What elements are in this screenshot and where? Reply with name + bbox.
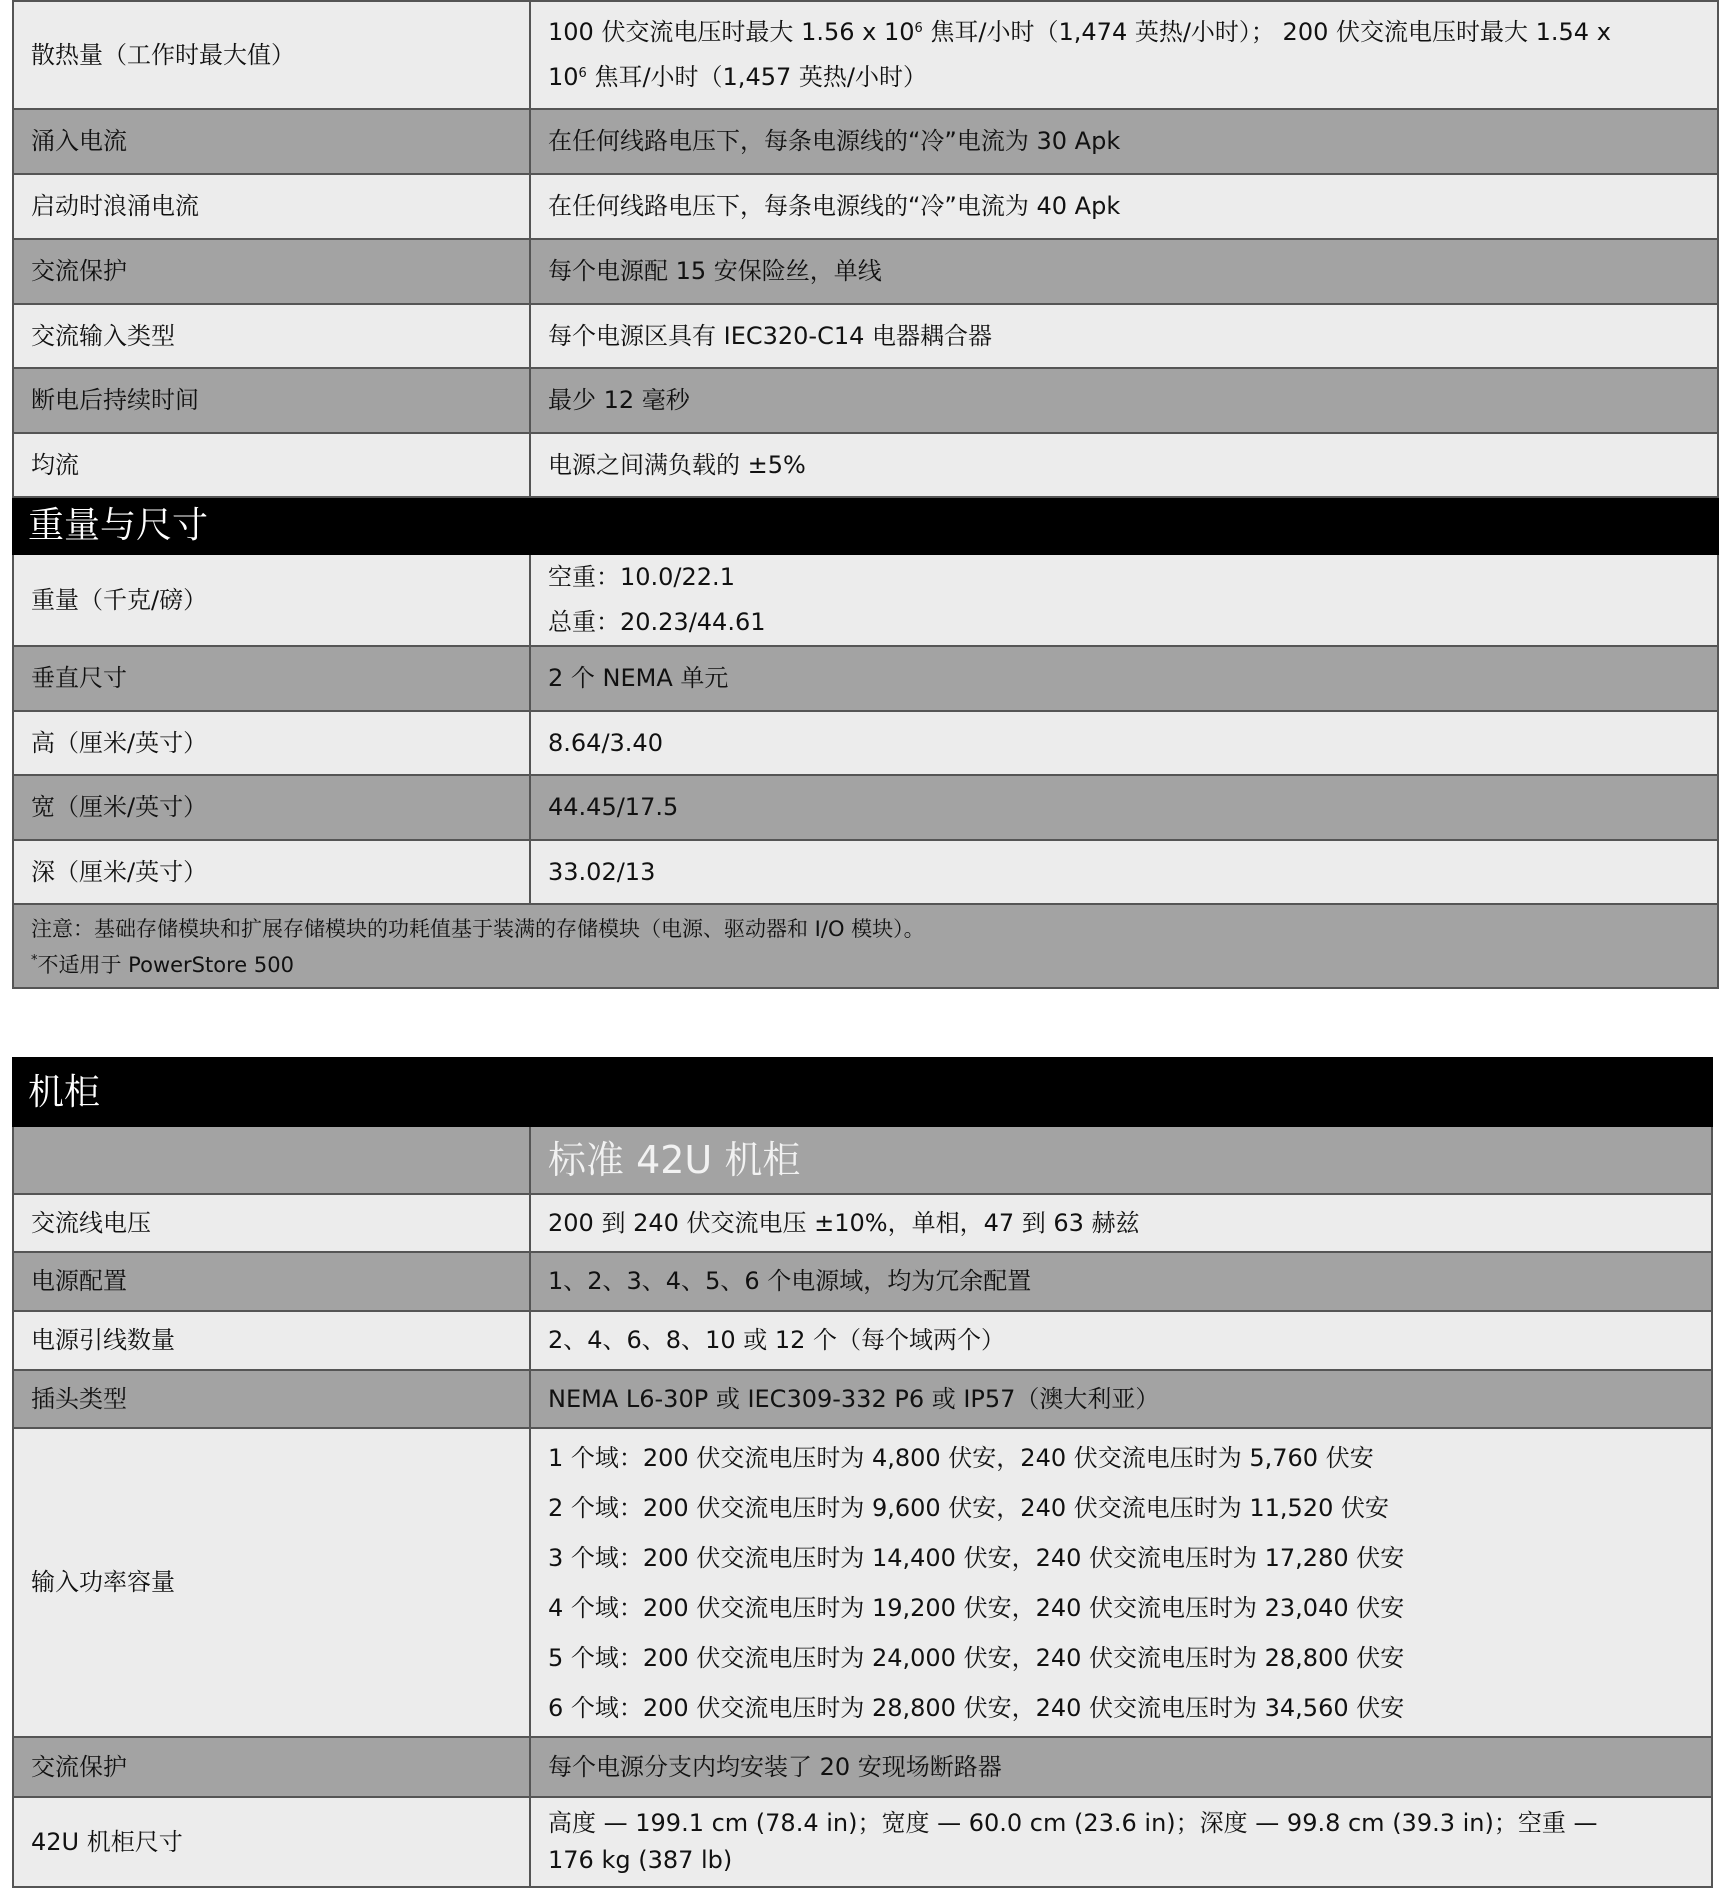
table-row: [13, 304, 1718, 368]
row-value: 每个电源分支内均安装了 20 安现场断路器: [530, 1737, 1712, 1797]
row-value: 8.64/3.40: [530, 711, 1718, 775]
row-label: 深（厘米/英寸）: [13, 840, 530, 904]
row-label: 输入功率容量: [13, 1428, 530, 1737]
row-value: [530, 1797, 1712, 1887]
note-line: [31, 947, 1717, 983]
table-row: [13, 1428, 1712, 1737]
row-value: 2 个 NEMA 单元: [530, 646, 1718, 711]
row-label: 均流: [13, 433, 530, 497]
section-header: 重量与尺寸: [13, 497, 1718, 554]
value-text: 焦耳/小时（1,457 英热/小时）: [586, 63, 927, 91]
table-row: [13, 1311, 1712, 1370]
section-header-row: [13, 1058, 1712, 1126]
power-line: 6 个域：200 伏交流电压时为 28,800 伏安，240 伏交流电压时为 34,560 伏安: [548, 1693, 1405, 1722]
row-value: 每个电源配 15 安保险丝，单线: [530, 239, 1718, 304]
power-line: 5 个域：200 伏交流电压时为 24,000 伏安，240 伏交流电压时为 28,800 伏安: [548, 1643, 1405, 1672]
row-value: 电源之间满负载的 ±5%: [530, 433, 1718, 497]
table-row: [13, 711, 1718, 775]
note-asterisk: *: [31, 953, 38, 968]
table-row: [13, 1370, 1712, 1428]
row-value: NEMA L6-30P 或 IEC309-332 P6 或 IP57（澳大利亚）: [530, 1370, 1712, 1428]
row-label: 交流保护: [13, 1737, 530, 1797]
row-label: 交流线电压: [13, 1194, 530, 1252]
row-label: 42U 机柜尺寸: [13, 1797, 530, 1887]
row-value: [530, 1428, 1712, 1737]
table-row: [13, 554, 1718, 646]
note-text: 不适用于 PowerStore 500: [37, 953, 294, 977]
power-specs-table: [12, 0, 1719, 989]
row-value: 2、4、6、8、10 或 12 个（每个域两个）: [530, 1311, 1712, 1370]
column-header-row: [13, 1126, 1712, 1194]
row-label: 插头类型: [13, 1370, 530, 1428]
note-row: [13, 904, 1718, 988]
value-text: 焦耳/小时（1,474 英热/小时）； 200 伏交流电压时最大 1.54 x: [922, 18, 1611, 46]
table-row: [13, 1797, 1712, 1887]
table-note: [13, 904, 1718, 988]
power-line: 2 个域：200 伏交流电压时为 9,600 伏安，240 伏交流电压时为 11,520 伏安: [548, 1493, 1389, 1522]
table-row: [13, 1194, 1712, 1252]
cabinet-specs-table: [12, 1057, 1713, 1888]
table-row: [13, 1252, 1712, 1311]
table-row: [13, 109, 1718, 174]
total-weight: 总重：20.23/44.61: [548, 608, 766, 636]
row-value: 1、2、3、4、5、6 个电源域，均为冗余配置: [530, 1252, 1712, 1311]
table-row: [13, 368, 1718, 433]
row-value: 44.45/17.5: [530, 775, 1718, 840]
section-header: 机柜: [13, 1058, 1712, 1126]
row-value: 在任何线路电压下，每条电源线的“冷”电流为 40 Apk: [530, 174, 1718, 239]
value-text: 100 伏交流电压时最大 1.56 x 10: [548, 18, 915, 46]
row-value: 33.02/13: [530, 840, 1718, 904]
row-value: 最少 12 毫秒: [530, 368, 1718, 433]
table-row: [13, 775, 1718, 840]
row-label: 电源配置: [13, 1252, 530, 1311]
row-label: 断电后持续时间: [13, 368, 530, 433]
row-label: 交流输入类型: [13, 304, 530, 368]
superscript: 6: [914, 21, 923, 36]
empty-header-cell: [13, 1126, 530, 1194]
empty-weight: 空重：10.0/22.1: [548, 563, 735, 591]
section-header-row: [13, 497, 1718, 554]
note-line: 注意：基础存储模块和扩展存储模块的功耗值基于装满的存储模块（电源、驱动器和 I/O 模块）。: [31, 917, 925, 941]
superscript: 6: [578, 66, 587, 81]
row-label: 重量（千克/磅）: [13, 554, 530, 646]
size-line: 176 kg (387 lb): [548, 1846, 733, 1874]
table-row: [13, 1737, 1712, 1797]
table-row: [13, 174, 1718, 239]
row-value: 每个电源区具有 IEC320-C14 电器耦合器: [530, 304, 1718, 368]
row-label: 交流保护: [13, 239, 530, 304]
power-line: 1 个域：200 伏交流电压时为 4,800 伏安，240 伏交流电压时为 5,760 伏安: [548, 1443, 1374, 1472]
row-value: [530, 554, 1718, 646]
row-label: 启动时浪涌电流: [13, 174, 530, 239]
power-line: 4 个域：200 伏交流电压时为 19,200 伏安，240 伏交流电压时为 23,040 伏安: [548, 1593, 1405, 1622]
row-value: 在任何线路电压下，每条电源线的“冷”电流为 30 Apk: [530, 109, 1718, 174]
row-label: 涌入电流: [13, 109, 530, 174]
table-row: [13, 646, 1718, 711]
table-row: [13, 239, 1718, 304]
row-value: [530, 1, 1718, 109]
row-label: 散热量（工作时最大值）: [13, 1, 530, 109]
row-label: 电源引线数量: [13, 1311, 530, 1370]
power-line: 3 个域：200 伏交流电压时为 14,400 伏安，240 伏交流电压时为 17,280 伏安: [548, 1543, 1405, 1572]
table-row: [13, 1, 1718, 109]
size-line: 高度 — 199.1 cm (78.4 in)；宽度 — 60.0 cm (23.6 in)；深度 — 99.8 cm (39.3 in)；空重 —: [548, 1809, 1598, 1837]
row-label: 宽（厘米/英寸）: [13, 775, 530, 840]
column-header: 标准 42U 机柜: [530, 1126, 1712, 1194]
table-row: [13, 433, 1718, 497]
value-text: 10: [548, 63, 579, 91]
row-label: 高（厘米/英寸）: [13, 711, 530, 775]
row-label: 垂直尺寸: [13, 646, 530, 711]
table-row: [13, 840, 1718, 904]
row-value: 200 到 240 伏交流电压 ±10%，单相，47 到 63 赫兹: [530, 1194, 1712, 1252]
